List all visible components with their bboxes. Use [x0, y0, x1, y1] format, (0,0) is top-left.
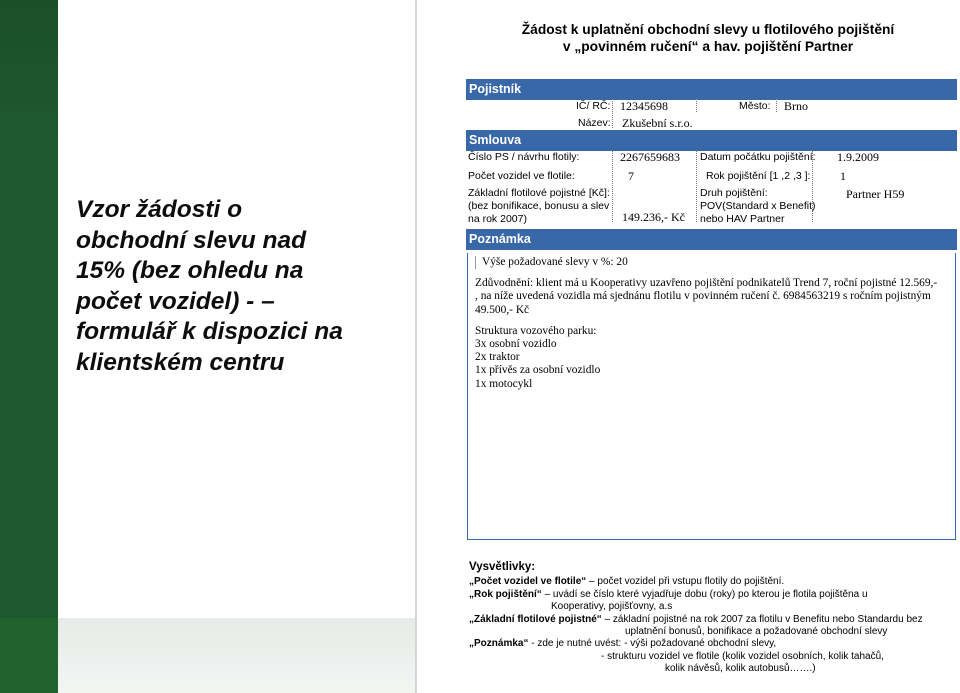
explanation-continuation: uplatnění bonusů, bonifikace a požadované obchodní slevy — [625, 626, 888, 638]
ic-label: IČ/ RČ: — [576, 100, 611, 112]
field-divider — [612, 150, 613, 222]
explanations — [469, 561, 949, 676]
explanation-text: – základní pojistné na rok 2007 za flotilu v Benefitu nebo Standardu bez — [601, 613, 923, 625]
explanation-text: – počet vozidel při vstupu flotily do pojištění. — [586, 576, 785, 588]
explanation-term: „Základní flotilové pojistné“ — [469, 613, 602, 625]
explanation-row — [469, 589, 949, 601]
reason-line: , na níže uvedená vozidla má sjednánu flotilu v povinném ručení č. 6984563219 s ročním pojistným — [475, 290, 931, 303]
start-value: 1.9.2009 — [837, 150, 879, 164]
year-label: Rok pojištění [1 ,2 ,3 ]: — [706, 170, 811, 182]
slide-title: Vzor žádosti o obchodní slevu nad 15% (bez ohledu na počet vozidel) - – formulář k dispozici na klientském centru — [76, 196, 343, 376]
section-note-header: Poznámka — [466, 229, 957, 250]
footer-band-dark — [0, 618, 58, 693]
form-heading-line2: v „povinném ručení“ a hav. pojištění Partner — [562, 39, 854, 54]
field-divider — [776, 98, 777, 112]
explanation-row — [469, 576, 949, 588]
explanation-row — [469, 638, 949, 650]
footer-band — [0, 618, 415, 693]
ps-label: Číslo PS / návrhu flotily: — [468, 151, 580, 163]
form-heading-line1: Žádost k uplatnění obchodní slevy u flotilového pojištění — [521, 22, 895, 37]
explanation-text: – uvádí se číslo které vyjadřuje dobu (roky) po kterou je flotila pojištěna u — [541, 588, 868, 600]
count-label: Počet vozidel ve flotile: — [468, 170, 575, 182]
field-divider — [812, 150, 813, 222]
form-heading — [512, 21, 904, 55]
ps-value: 2267659683 — [620, 150, 680, 164]
section-contract-header: Smlouva — [466, 130, 957, 151]
start-label: Datum počátku pojištění: — [700, 151, 816, 163]
panel-divider — [415, 0, 417, 693]
explanation-term: „Rok pojištění“ — [469, 588, 542, 600]
note-content — [475, 256, 950, 391]
explanation-term: „Poznámka“ — [469, 638, 529, 650]
requested-discount: Výše požadované slevy v %: 20 — [475, 256, 950, 269]
field-divider — [696, 98, 697, 112]
fleet-title: Struktura vozového parku: — [475, 324, 597, 337]
section-insurer-header: Pojistník — [466, 79, 957, 100]
city-label: Město: — [739, 100, 771, 112]
premium-label: Základní flotilové pojistné [Kč]: (bez bonifikace, bonusu a slev na rok 2007) — [468, 187, 610, 225]
field-divider — [612, 98, 613, 128]
name-label: Název: — [578, 117, 611, 129]
ic-value: 12345698 — [620, 99, 668, 113]
fleet-item: 2x traktor — [475, 351, 520, 364]
explanation-continuation: kolik návěsů, kolik autobusů…….) — [665, 663, 816, 675]
year-value: 1 — [840, 169, 846, 183]
type-label: Druh pojištění: POV(Standard x Benefit) nebo HAV Partner — [700, 187, 816, 225]
explanation-continuation: Kooperativy, pojišťovny, a.s — [551, 601, 673, 613]
fleet-item: 1x motocykl — [475, 377, 533, 390]
explanation-text: - zde je nutné uvést: - výši požadované obchodní slevy, — [528, 638, 777, 650]
reason-line: 49.500,- Kč — [475, 303, 530, 316]
type-value: Partner H59 — [846, 187, 905, 201]
explanation-row — [469, 614, 949, 626]
green-side-band-top — [0, 0, 58, 150]
reason-line: Zdůvodnění: klient má u Kooperativy uzavřeno pojištění podnikatelů Trend 7, roční pojistné 12.569,- — [475, 277, 938, 290]
premium-value: 149.236,- Kč — [622, 210, 685, 224]
city-value: Brno — [784, 99, 808, 113]
name-value: Zkušební s.r.o. — [622, 116, 693, 130]
fleet-item: 3x osobní vozidlo — [475, 338, 557, 351]
explanations-title: Vysvětlivky: — [469, 561, 536, 573]
count-value: 7 — [628, 169, 634, 183]
field-divider — [696, 150, 697, 222]
fleet-item: 1x přívěs za osobní vozidlo — [475, 364, 601, 377]
explanation-continuation: - strukturu vozidel ve flotile (kolik vozidel osobních, kolik tahačů, — [601, 650, 884, 662]
explanation-term: „Počet vozidel ve flotile“ — [469, 576, 587, 588]
